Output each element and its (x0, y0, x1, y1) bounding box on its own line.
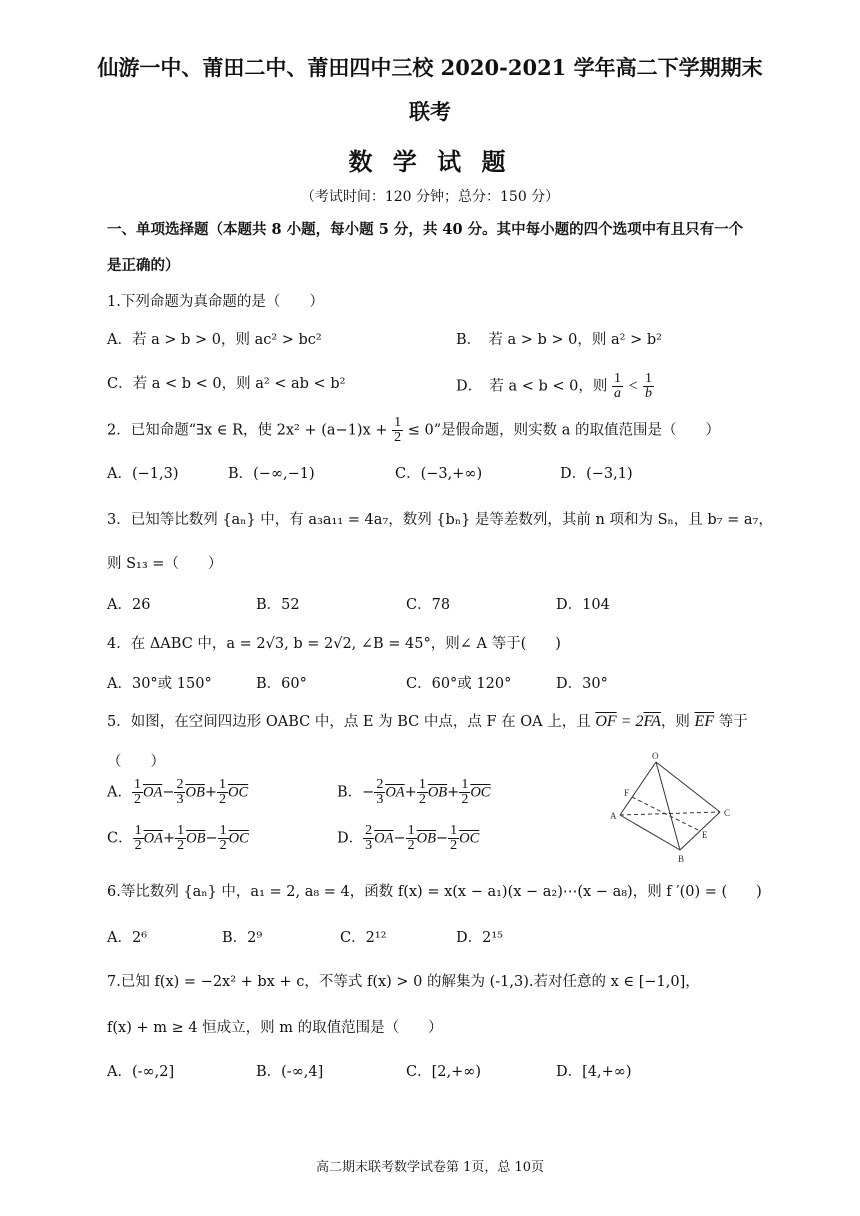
edge-oc (656, 762, 720, 812)
question-2-option-b: B．(−∞,−1) (228, 466, 315, 482)
question-5-stem (107, 710, 748, 731)
fraction-one-half: $\frac{1}{2}$ (394, 415, 402, 445)
question-2-stem (107, 416, 720, 445)
question-3-option-a: A．26 (107, 597, 151, 613)
exam-title-line1: 仙游一中、莆田二中、莆田四中三校 2020-2021 学年高二下学期期末 (97, 55, 763, 80)
exam-title-line2: 联考 (409, 99, 451, 124)
question-3-stem: 3．已知等比数列 {aₙ} 中，有 a₃a₁₁ = 4a₇，数列 {bₙ} 是等差数列，其前 n 项和为 Sₙ，且 b₇ = a₇， (107, 512, 773, 528)
label-o: O (652, 751, 659, 761)
question-6-option-b: B．2⁹ (222, 930, 263, 946)
question-1-option-c: C．若 a < b < 0，则 a² < ab < b² (107, 376, 346, 392)
question-3-option-c: C．78 (406, 597, 451, 613)
question-5-option-b: B．− $\frac{2}{3}$ $\overline{OA}+$ $\frac{1}{2}$ $\overline{OB}+$ $\frac{1}{2}$ $\overline{OC}$ (337, 777, 491, 807)
question-7-stem: 7.已知 f(x) = −2x² + bx + c，不等式 f(x) > 0 的解集为 (-1,3).若对任意的 x ∈ [−1,0]， (107, 974, 700, 990)
section-heading: 一、单项选择题（本题共 8 小题，每小题 5 分，共 40 分。其中每小题的四个选项中有且只有一个 (107, 221, 744, 238)
question-5-stem-post: ，则 (660, 714, 695, 730)
label-c: C (724, 808, 731, 818)
question-6-option-c: C．2¹² (340, 930, 387, 946)
question-5-stem-pre: 5．如图，在空间四边形 OABC 中，点 E 为 BC 中点，点 F 在 OA 上，且 (107, 714, 596, 730)
question-2-option-d: D．(−3,1) (560, 466, 633, 482)
question-1-option-d-text: D． 若 a < b < 0，则 (456, 378, 608, 395)
question-5-option-c: C． $\frac{1}{2}$ $\overline{OA}+$ $\frac{1}{2}$ $\overline{OB}-$ $\frac{1}{2}$ $\overline{OC}$ (107, 823, 249, 853)
subject-title: 数 学 试 题 (348, 147, 512, 176)
label-a: A (610, 811, 617, 821)
question-2-option-c: C．(−3,+∞) (395, 466, 483, 482)
vector-equation-of-2fa: $\overline{OF} = 2\overline{FA}$ (595, 713, 661, 730)
question-7-stem-cont: f(x) + m ≥ 4 恒成立，则 m 的取值范围是（ ） (107, 1020, 443, 1036)
question-4-option-a: A．30°或 150° (107, 676, 212, 692)
label-f: F (624, 788, 630, 798)
question-4-option-b: B．60° (256, 676, 307, 692)
question-5-stem-end: 等于 (714, 714, 748, 730)
section-heading-cont: 是正确的） (107, 257, 180, 274)
question-3-stem-cont: 则 S₁₃ =（ ） (107, 556, 223, 572)
question-7-option-a: A．(-∞,2] (107, 1064, 175, 1080)
exam-time-info: （考试时间：120 分钟；总分：150 分） (300, 189, 560, 205)
question-6-option-a: A．2⁶ (107, 930, 148, 946)
question-2-option-a: A．(−1,3) (107, 466, 179, 482)
question-5-option-d: D． $\frac{2}{3}$ $\overline{OA}-$ $\frac{1}{2}$ $\overline{OB}-$ $\frac{1}{2}$ $\overline{OC}$ (337, 823, 480, 853)
question-7-option-d: D．[4,+∞) (556, 1064, 632, 1080)
tetrahedron-figure (600, 750, 750, 865)
page-footer: 高二期末联考数学试卷第 1页，总 10页 (315, 1160, 545, 1175)
vector-ef: $\overline{EF}$ (694, 713, 715, 730)
question-6-option-d: D．2¹⁵ (456, 930, 503, 946)
question-3-option-b: B．52 (256, 597, 300, 613)
question-2-stem-pre: 2．已知命题“∃x ∈ R，使 2x² + (a−1)x + (107, 422, 393, 439)
question-6-stem: 6.等比数列 {aₙ} 中，a₁ = 2, a₈ = 4，函数 f(x) = x(x − a₁)(x − a₂)⋯(x − a₈)，则 f ′(0) = ( ) (107, 884, 762, 900)
question-4-stem: 4．在 ΔABC 中，a = 2√3, b = 2√2, ∠B = 45°，则∠ A 等于( ) (107, 636, 561, 652)
question-2-stem-post: ≤ 0”是假命题，则实数 a 的取值范围是（ ） (403, 422, 720, 439)
question-1-option-b: B． 若 a > b > 0，则 a² > b² (456, 332, 662, 348)
question-4-option-c: C．60°或 120° (406, 676, 512, 692)
edge-ab (620, 815, 680, 850)
label-b: B (678, 854, 685, 864)
label-e: E (702, 830, 708, 840)
question-3-option-d: D．104 (556, 597, 610, 613)
question-7-option-b: B．(-∞,4] (256, 1064, 324, 1080)
question-1-option-d: D． 若 a < b < 0，则 $\frac{1}{a}$ < $\frac{1}{b}$ (456, 371, 652, 401)
question-5-option-a: A． $\frac{1}{2}$ $\overline{OA}-$ $\frac{2}{3}$ $\overline{OB}+$ $\frac{1}{2}$ $\overline{OC}$ (107, 777, 249, 807)
question-1-stem: 1.下列命题为真命题的是（ ） (107, 294, 324, 310)
fraction-1-over-b: $\frac{1}{b}$ (645, 371, 652, 401)
question-5-stem-cont: （ ） (107, 754, 165, 770)
question-4-option-d: D．30° (556, 676, 608, 692)
fraction-1-over-a: $\frac{1}{a}$ (613, 371, 621, 401)
edge-bc (680, 812, 720, 850)
edge-ob (656, 762, 680, 850)
question-7-option-c: C．[2,+∞) (406, 1064, 481, 1080)
question-1-option-a: A．若 a > b > 0，则 ac² > bc² (107, 332, 322, 348)
